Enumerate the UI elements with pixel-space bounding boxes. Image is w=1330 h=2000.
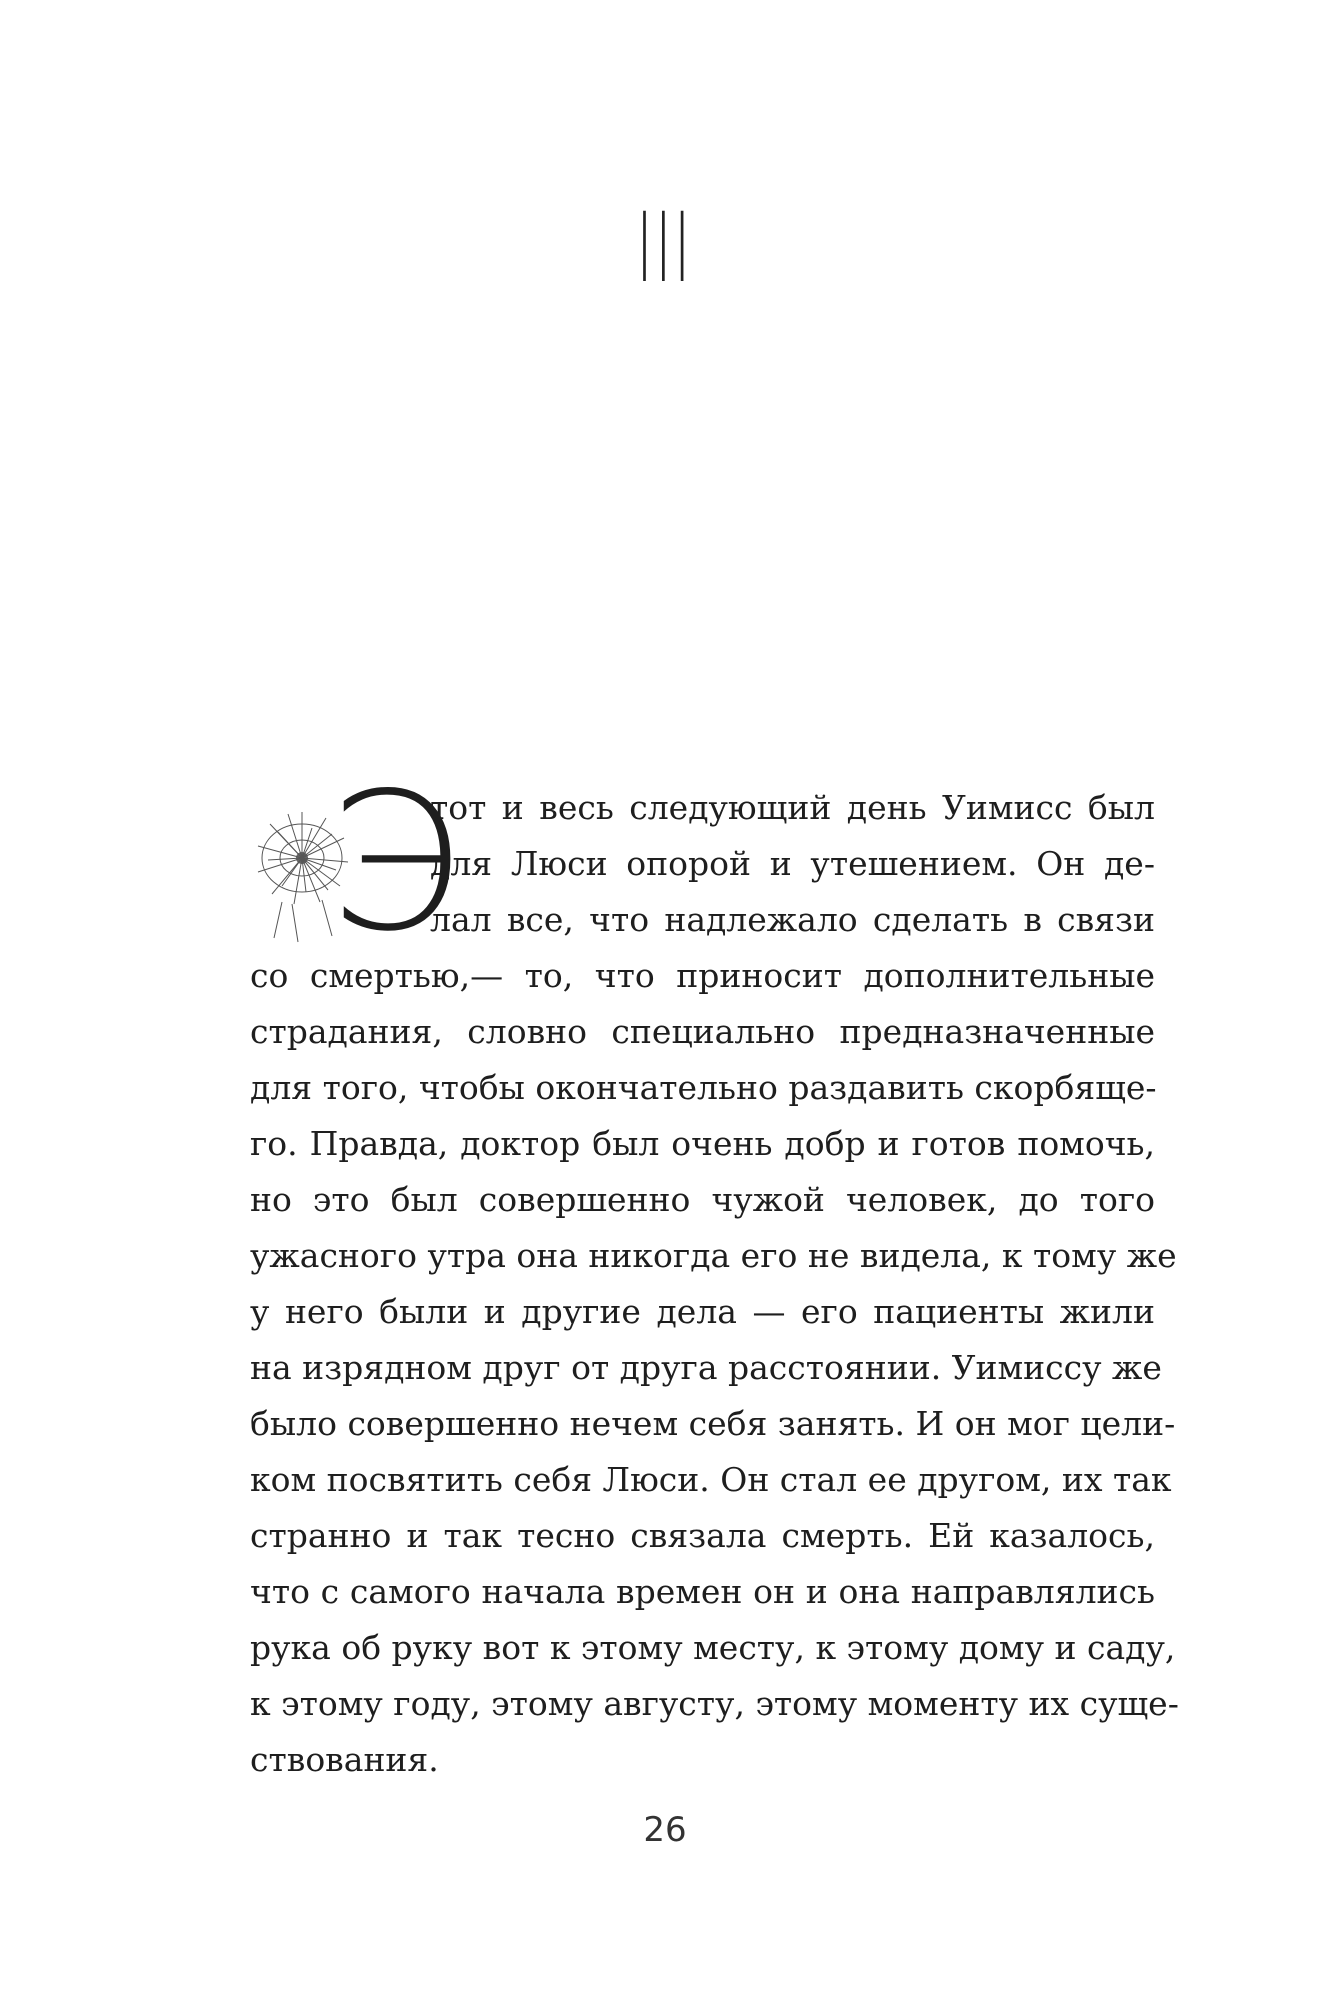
page-number: 26	[643, 1810, 687, 1850]
paragraph-line: страдания, словно специально предназначенные	[250, 1012, 1155, 1051]
paragraph-line: для того, чтобы окончательно раздавить скорбяще-	[250, 1068, 1157, 1107]
paragraph-line: тот и весь следующий день Уимисс был	[430, 788, 1155, 827]
paragraph-line: ужасного утра она никогда его не видела, к тому же	[250, 1236, 1177, 1275]
paragraph-line: было совершенно нечем себя занять. И он мог цели-	[250, 1404, 1176, 1443]
paragraph-line: у него были и другие дела — его пациенты жили	[250, 1292, 1155, 1331]
paragraph-line: рука об руку вот к этому месту, к этому дому и саду,	[250, 1628, 1176, 1667]
chapter-number: III	[636, 192, 694, 304]
paragraph-line: ком посвятить себя Люси. Он стал ее другом, их так	[250, 1460, 1172, 1499]
paragraph-line: го. Правда, доктор был очень добр и готов помочь,	[250, 1124, 1155, 1163]
dropcap-letter: Э	[328, 752, 461, 973]
paragraph-line: что с самого начала времен он и она направлялись	[250, 1572, 1155, 1611]
paragraph	[250, 780, 1179, 1788]
paragraph-line: лал все, что надлежало сделать в связи	[430, 900, 1155, 939]
paragraph-line: но это был совершенно чужой человек, до того	[250, 1180, 1155, 1219]
paragraph-line: для Люси опорой и утешением. Он де-	[430, 844, 1155, 883]
paragraph-line: к этому году, этому августу, этому моменту их суще-	[250, 1684, 1179, 1723]
paragraph-line: со смертью,— то, что приносит дополнительные	[250, 956, 1155, 995]
paragraph-line: странно и так тесно связала смерть. Ей казалось,	[250, 1516, 1155, 1555]
paragraph-line: на изрядном друг от друга расстоянии. Уимиссу же	[250, 1348, 1162, 1387]
paragraph-line: ствования.	[250, 1740, 439, 1779]
